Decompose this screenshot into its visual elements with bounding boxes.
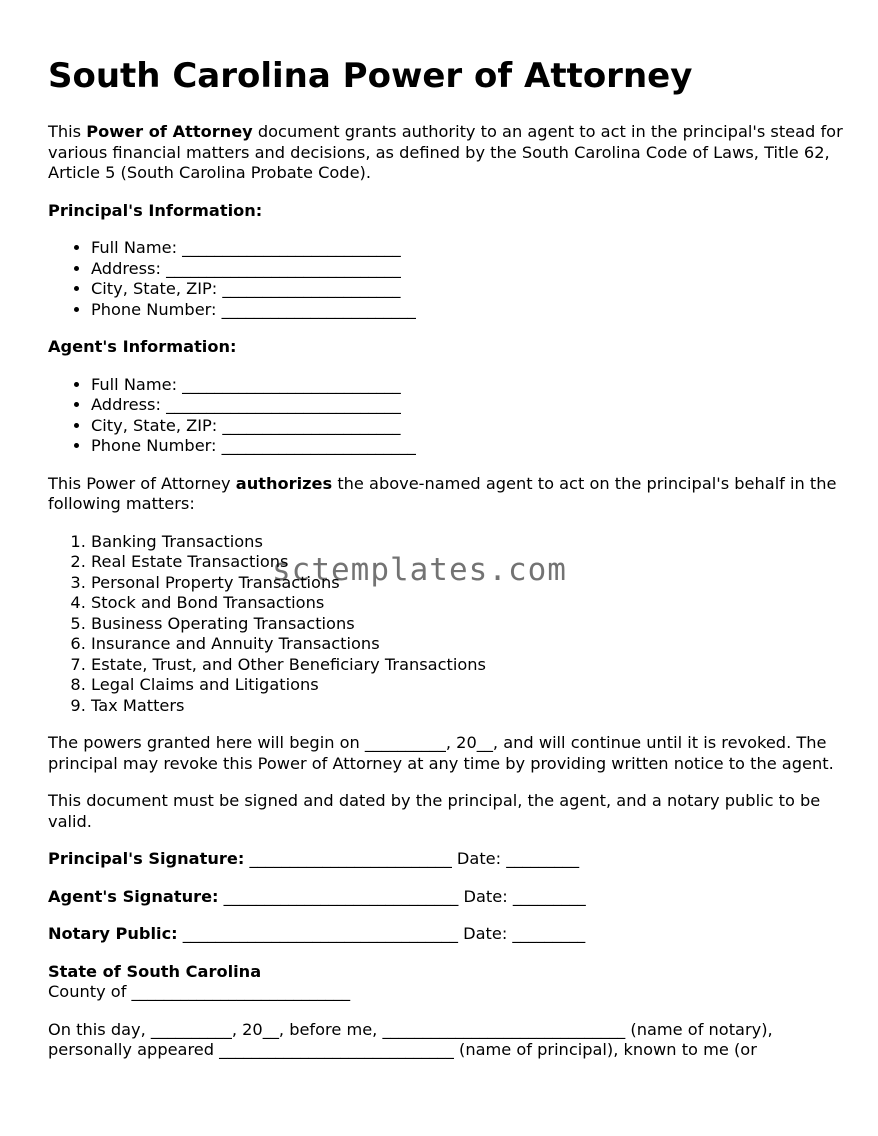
agent-signature-blank: _____________________________ Date: _________ [218,886,586,906]
agent-city-state-zip-field: • City, State, ZIP: ______________________ [91,416,848,437]
list-item: 3. Personal Property Transactions [91,573,848,594]
state-label: State of South Carolina [48,961,262,981]
authorization-text-post: the above-named agent to act on the principal's behalf in the following matters: [48,473,837,513]
notary-signature-blank: __________________________________ Date: _________ [177,924,586,943]
intro-text-bold: Power of Attorney [86,122,253,141]
principal-signature-label: Principal's Signature: [48,849,245,868]
notary-paragraph: On this day, __________, 20__, before me, ______________________________ (name of notary), personally appeared _____________________________ (name of principal), known to me (or [48,1019,773,1059]
notary-signature-line [48,924,848,945]
principal-signature-blank: _________________________ Date: _________ [244,849,580,868]
list-item: 5. Business Operating Transactions [91,614,848,635]
list-item: 2. Real Estate Transactions [91,552,848,573]
list-item: 8. Legal Claims and Litigations [91,675,848,696]
notary-signature-label: Notary Public: [48,924,178,943]
intro-text-post: document grants authority to an agent to act in the principal's stead for various financial matters and decisions, as defined by the South Carolina Code of Laws, Title 62, Article 5 (South Carolina Probate Code). [48,122,843,182]
validity-paragraph: This document must be signed and dated by the principal, the agent, and a notary public to be valid. [48,791,821,831]
county-line: County of ___________________________ [48,982,351,1001]
agent-address-field: • Address: _____________________________ [91,395,848,416]
agent-signature-line [48,887,848,908]
agent-phone-field: • Phone Number: ________________________ [91,436,848,457]
state-block [48,962,848,1003]
principal-phone-field: • Phone Number: ________________________ [91,300,848,321]
principal-address-field: • Address: _____________________________ [91,259,848,280]
watermark-text: sctemplates.com [272,552,567,588]
principal-heading: Principal's Information: [48,200,263,220]
principal-fields-list [48,238,848,320]
authorization-paragraph [48,474,848,515]
list-item: 6. Insurance and Annuity Transactions [91,634,848,655]
page-title: South Carolina Power of Attorney [48,56,693,96]
agent-fields-list [48,375,848,457]
list-item: 4. Stock and Bond Transactions [91,593,848,614]
agent-full-name-field: • Full Name: ___________________________ [91,375,848,396]
agent-signature-label: Agent's Signature: [48,886,219,906]
list-item: 1. Banking Transactions [91,532,848,553]
principal-signature-line [48,849,848,870]
principal-full-name-field: • Full Name: ___________________________ [91,238,848,259]
authorization-text-bold: authorizes [235,473,333,493]
agent-heading: Agent's Information: [48,337,237,356]
intro-text-pre: This [48,122,87,141]
authorization-text-pre: This Power of Attorney [48,473,236,493]
list-item: 7. Estate, Trust, and Other Beneficiary Transactions [91,655,848,676]
principal-city-state-zip-field: • City, State, ZIP: ______________________ [91,279,848,300]
powers-paragraph: The powers granted here will begin on __________, 20__, and will continue until it is revoked. The principal may revoke this Power of Attorney at any time by providing written notice to the agent. [48,733,834,773]
list-item: 9. Tax Matters [91,696,848,717]
intro-paragraph [48,122,848,184]
